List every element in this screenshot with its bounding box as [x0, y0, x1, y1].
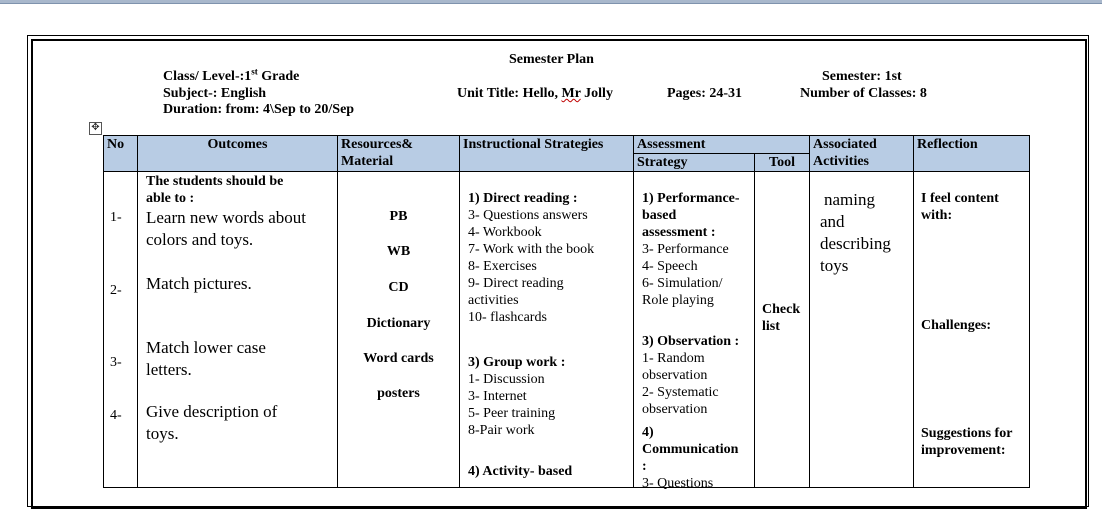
tool-cell: [755, 172, 810, 488]
table-row: [104, 172, 1030, 488]
list-number: 1-: [110, 210, 122, 225]
assessment-group: 4) Communication : 3- Questions: [642, 425, 739, 491]
header-no: No: [104, 136, 138, 172]
associated-activities: naming and describing toys: [820, 190, 891, 275]
header-row: [104, 136, 1030, 154]
list-number: 3-: [110, 355, 122, 370]
resource-item: PB: [389, 209, 408, 224]
numbers-cell: [104, 172, 138, 488]
strategy-group: 4) Activity- based: [468, 464, 573, 479]
header-tool: Tool: [755, 154, 810, 172]
header-reflection: Reflection: [914, 136, 1030, 172]
resource-item: Dictionary: [366, 316, 431, 331]
spelling-flag: Mr: [561, 86, 581, 101]
pages: Pages: 24-31: [667, 86, 743, 101]
subject: Subject-: English: [163, 86, 267, 101]
outcomes-intro: The students should be able to :: [146, 174, 284, 206]
outcome-item: Give description of toys.: [146, 402, 278, 443]
reflection-challenges: Challenges:: [921, 318, 992, 333]
strategy-group: 1) Direct reading : 3- Questions answers 4- Workbook 7- Work with the book 8- Exercises 9- Direct reading activities 10- flashcards: [468, 191, 595, 325]
reflection-feel: I feel content with:: [921, 191, 999, 223]
duration: Duration: from: 4\Sep to 20/Sep: [163, 102, 355, 117]
resource-item: posters: [377, 386, 420, 401]
header-outcomes: Outcomes: [138, 136, 338, 172]
document-title: Semester Plan: [509, 52, 594, 67]
assessment-group: 1) Performance- based assessment : 3- Performance 4- Speech 6- Simulation/ Role playing: [642, 191, 740, 308]
list-number: 2-: [110, 283, 122, 298]
resources-cell: [338, 172, 460, 488]
number-of-classes: Number of Classes: 8: [800, 86, 927, 101]
header-resources: Resources& Material: [338, 136, 460, 172]
resource-item: Word cards: [363, 351, 434, 366]
semester: Semester: 1st: [822, 69, 902, 84]
semester-plan-table: [103, 135, 1030, 491]
header-associated: Associated Activities: [810, 136, 914, 172]
reflection-cell: [914, 172, 1030, 488]
associated-activities-cell: [810, 172, 914, 488]
strategies-cell: [460, 172, 634, 488]
header-strategies: Instructional Strategies: [460, 136, 634, 172]
list-number: 4-: [110, 408, 122, 423]
assessment-group: 3) Observation : 1- Random observation 2- Systematic observation: [642, 334, 740, 417]
unit-title: Unit Title: Hello, Mr Jolly: [457, 86, 613, 101]
outcome-item: Match pictures.: [146, 274, 252, 293]
header-strategy: Strategy: [634, 154, 755, 172]
table-move-handle-icon[interactable]: ✥: [89, 122, 102, 135]
outcome-item: Match lower case letters.: [146, 338, 266, 379]
assessment-strategy-cell: [634, 172, 755, 491]
outcome-item: Learn new words about colors and toys.: [146, 208, 307, 249]
header-assessment: Assessment: [634, 136, 810, 154]
resource-item: CD: [388, 280, 409, 295]
resource-item: WB: [386, 244, 411, 259]
window-top-border: [0, 0, 1102, 4]
reflection-suggestions: Suggestions for improvement:: [921, 426, 1013, 458]
tool-value: Check list: [762, 302, 801, 334]
strategy-group: 3) Group work : 1- Discussion 3- Internet 5- Peer training 8-Pair work: [468, 355, 566, 438]
class-level: Class/ Level-:1st Grade: [163, 66, 300, 84]
outcomes-cell: [138, 172, 338, 488]
